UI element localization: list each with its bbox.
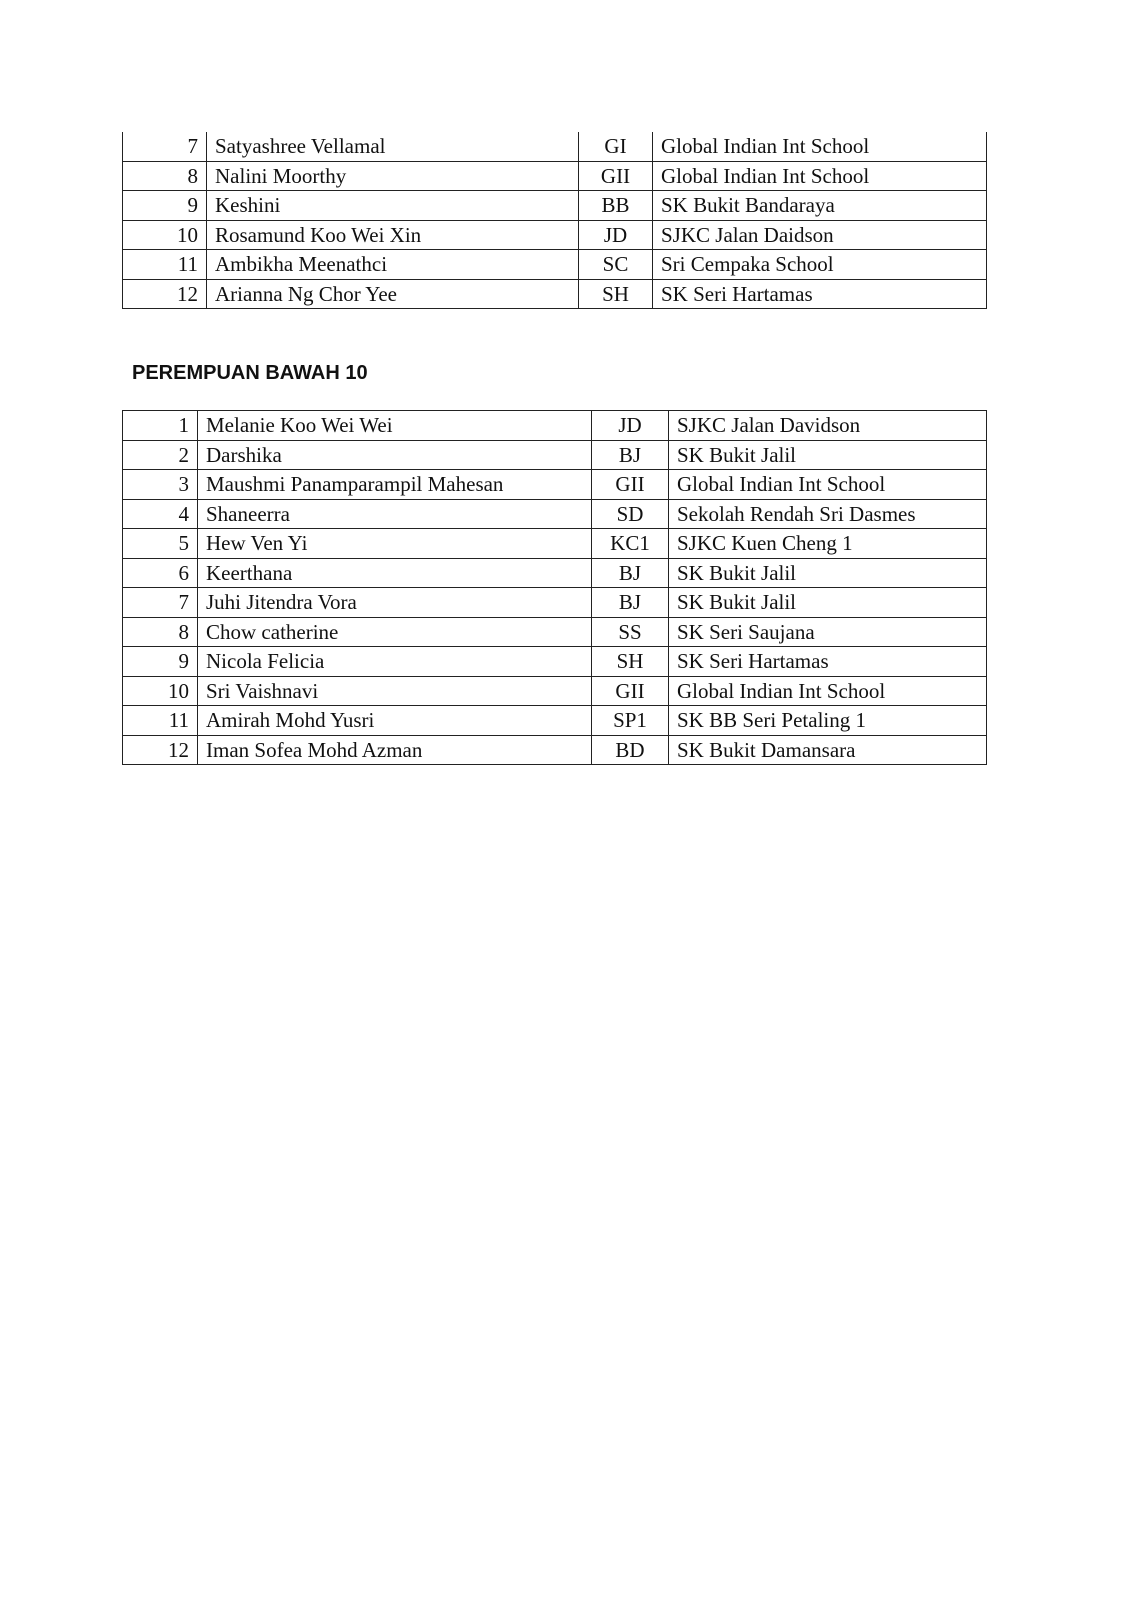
school-code-cell: JD (579, 220, 653, 250)
name-cell: Sri Vaishnavi (198, 676, 592, 706)
school-cell: SK Seri Hartamas (669, 647, 987, 677)
rank-cell: 7 (123, 132, 207, 161)
name-cell: Shaneerra (198, 499, 592, 529)
school-code-cell: SH (592, 647, 669, 677)
school-code-cell: JD (592, 411, 669, 441)
name-cell: Chow catherine (198, 617, 592, 647)
rank-cell: 6 (123, 558, 198, 588)
table-row (123, 588, 987, 618)
school-cell: SK Seri Hartamas (653, 279, 987, 309)
school-cell: SJKC Kuen Cheng 1 (669, 529, 987, 559)
section-heading: PEREMPUAN BAWAH 10 (132, 362, 368, 384)
school-code-cell: GII (592, 676, 669, 706)
rank-cell: 10 (123, 220, 207, 250)
name-cell: Iman Sofea Mohd Azman (198, 735, 592, 765)
table-row (123, 132, 987, 161)
name-cell: Amirah Mohd Yusri (198, 706, 592, 736)
name-cell: Nicola Felicia (198, 647, 592, 677)
rank-cell: 12 (123, 279, 207, 309)
school-cell: SJKC Jalan Daidson (653, 220, 987, 250)
rank-cell: 9 (123, 647, 198, 677)
rank-cell: 11 (123, 250, 207, 280)
school-code-cell: GI (579, 132, 653, 161)
table-row (123, 279, 987, 309)
table-row (123, 706, 987, 736)
rank-cell: 8 (123, 161, 207, 191)
name-cell: Darshika (198, 440, 592, 470)
table-row (123, 617, 987, 647)
name-cell: Arianna Ng Chor Yee (207, 279, 579, 309)
name-cell: Satyashree Vellamal (207, 132, 579, 161)
school-cell: SK BB Seri Petaling 1 (669, 706, 987, 736)
school-code-cell: BB (579, 191, 653, 221)
table-row (123, 529, 987, 559)
school-cell: SK Bukit Damansara (669, 735, 987, 765)
name-cell: Maushmi Panamparampil Mahesan (198, 470, 592, 500)
name-cell: Keshini (207, 191, 579, 221)
school-cell: SK Bukit Jalil (669, 588, 987, 618)
school-cell: Global Indian Int School (669, 676, 987, 706)
table-row (123, 735, 987, 765)
school-cell: Sri Cempaka School (653, 250, 987, 280)
table-row (123, 250, 987, 280)
rank-cell: 12 (123, 735, 198, 765)
rank-cell: 7 (123, 588, 198, 618)
table-row (123, 161, 987, 191)
school-code-cell: BJ (592, 588, 669, 618)
rank-cell: 10 (123, 676, 198, 706)
school-code-cell: BD (592, 735, 669, 765)
school-cell: SK Bukit Jalil (669, 558, 987, 588)
school-cell: Global Indian Int School (653, 161, 987, 191)
rank-cell: 5 (123, 529, 198, 559)
name-cell: Ambikha Meenathci (207, 250, 579, 280)
school-cell: SJKC Jalan Davidson (669, 411, 987, 441)
rank-cell: 2 (123, 440, 198, 470)
school-code-cell: GII (592, 470, 669, 500)
table-row (123, 499, 987, 529)
table-row (123, 676, 987, 706)
school-code-cell: SS (592, 617, 669, 647)
name-cell: Juhi Jitendra Vora (198, 588, 592, 618)
table-row (123, 440, 987, 470)
school-cell: SK Seri Saujana (669, 617, 987, 647)
school-code-cell: SC (579, 250, 653, 280)
school-cell: Global Indian Int School (669, 470, 987, 500)
rank-cell: 9 (123, 191, 207, 221)
rank-cell: 3 (123, 470, 198, 500)
results-table-girls-under-10 (122, 410, 987, 765)
rank-cell: 8 (123, 617, 198, 647)
school-code-cell: KC1 (592, 529, 669, 559)
name-cell: Hew Ven Yi (198, 529, 592, 559)
table-row (123, 220, 987, 250)
table-row (123, 558, 987, 588)
table-row (123, 647, 987, 677)
school-code-cell: SP1 (592, 706, 669, 736)
school-code-cell: SH (579, 279, 653, 309)
school-cell: Sekolah Rendah Sri Dasmes (669, 499, 987, 529)
school-cell: SK Bukit Bandaraya (653, 191, 987, 221)
school-cell: SK Bukit Jalil (669, 440, 987, 470)
school-code-cell: BJ (592, 558, 669, 588)
name-cell: Nalini Moorthy (207, 161, 579, 191)
table-row (123, 411, 987, 441)
school-code-cell: GII (579, 161, 653, 191)
name-cell: Rosamund Koo Wei Xin (207, 220, 579, 250)
school-code-cell: SD (592, 499, 669, 529)
table-row (123, 470, 987, 500)
school-code-cell: BJ (592, 440, 669, 470)
school-cell: Global Indian Int School (653, 132, 987, 161)
table-row (123, 191, 987, 221)
name-cell: Melanie Koo Wei Wei (198, 411, 592, 441)
rank-cell: 4 (123, 499, 198, 529)
rank-cell: 1 (123, 411, 198, 441)
name-cell: Keerthana (198, 558, 592, 588)
rank-cell: 11 (123, 706, 198, 736)
results-table-continued (122, 132, 987, 309)
